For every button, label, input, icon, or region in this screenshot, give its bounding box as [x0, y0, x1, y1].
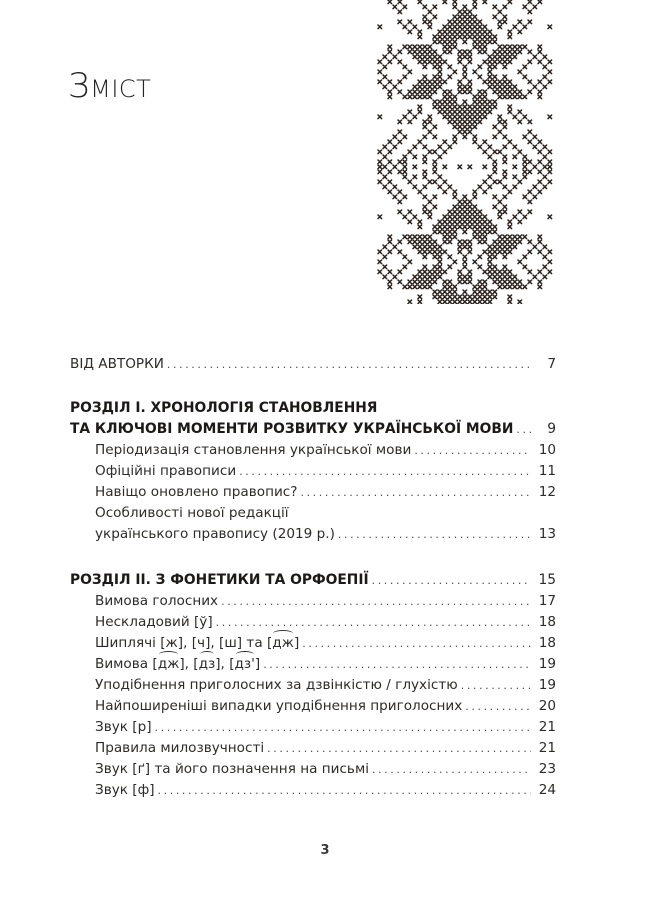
dot-leader: [300, 482, 531, 503]
ligature-arc: дз': [235, 654, 255, 675]
toc-entry[interactable]: [70, 482, 556, 503]
toc-entry[interactable]: [70, 780, 556, 801]
dot-leader: [155, 717, 531, 738]
toc-entry[interactable]: [70, 696, 556, 717]
toc-entry-label: РОЗДІЛ ІІ. З ФОНЕТИКИ ТА ОРФОЕПІЇ: [70, 572, 369, 588]
toc-page-number: 18: [538, 635, 556, 651]
toc-page-number: 21: [538, 740, 556, 756]
toc-entry-label: Звук [ґ] та його позначення на письмі: [95, 761, 369, 777]
dot-leader: [221, 591, 531, 612]
toc-page-number: 19: [538, 656, 556, 672]
toc-entry-section-1[interactable]: [70, 419, 556, 440]
toc-entry[interactable]: [70, 717, 556, 738]
ligature-arc: дз: [199, 654, 216, 675]
toc-entry-label: Звук [ф]: [95, 782, 155, 798]
dot-leader: [372, 759, 531, 780]
toc-entry-label: Вимова голосних: [95, 593, 219, 609]
toc-entry-label: Періодизація становлення української мови: [95, 442, 412, 458]
toc-entry-label: ВІД АВТОРКИ: [70, 356, 164, 372]
toc-entry[interactable]: [70, 461, 556, 482]
toc-page-number: 18: [538, 614, 556, 630]
toc-entry[interactable]: [70, 738, 556, 759]
dot-leader: [414, 440, 531, 461]
ligature-arc: дж: [272, 633, 294, 654]
toc-entry-label: українського правопису (2019 р.): [95, 526, 335, 542]
page-title: Зміст: [68, 66, 152, 106]
cross-stitch-embroidery-ornament-icon: [376, 0, 558, 304]
dot-leader: [239, 461, 531, 482]
dot-leader: [167, 354, 531, 375]
toc-entry-label: Нескладовий [ў]: [95, 614, 213, 630]
toc-page-number: 19: [538, 677, 556, 693]
toc-page-number: 24: [538, 782, 556, 798]
toc-page-number: 7: [547, 356, 556, 372]
toc-entry-label: Звук [р]: [95, 719, 152, 735]
toc-entry-section-2[interactable]: [70, 570, 556, 591]
toc-page-number: 11: [538, 463, 556, 479]
dot-leader: [267, 738, 531, 759]
toc-entry-label: Найпоширеніші випадки уподібнення приголосних: [95, 698, 463, 714]
toc-entry-label: ТА КЛЮЧОВІ МОМЕНТИ РОЗВИТКУ УКРАЇНСЬКОЇ МОВИ: [70, 421, 514, 437]
toc-entry[interactable]: [70, 591, 556, 612]
dot-leader: [465, 696, 531, 717]
toc-page-number: 17: [538, 593, 556, 609]
toc-entry-label: Правила милозвучності: [95, 740, 265, 756]
dot-leader: [372, 570, 531, 591]
toc-entry-label: Вимова [дж], [дз], [дз']: [95, 654, 260, 675]
dot-leader: [263, 654, 531, 675]
toc-page-number: 20: [538, 698, 556, 714]
toc-page-number: 9: [547, 421, 556, 437]
page-number: 3: [320, 843, 330, 858]
toc-entry-label: Уподібнення приголосних за дзвінкістю / глухістю: [95, 677, 458, 693]
toc-entry[interactable]: [70, 633, 556, 654]
dot-leader: [338, 524, 531, 545]
dot-leader: [516, 419, 531, 440]
section-1-title-line1: РОЗДІЛ І. ХРОНОЛОГІЯ СТАНОВЛЕННЯ: [70, 400, 378, 416]
toc-page-number: 12: [538, 484, 556, 500]
toc-page-number: 21: [538, 719, 556, 735]
toc-entry[interactable]: [70, 440, 556, 461]
dot-leader: [216, 612, 531, 633]
dot-leader: [158, 780, 531, 801]
toc-entry-label: Офіційні правописи: [95, 463, 237, 479]
toc-entry[interactable]: [70, 759, 556, 780]
dot-leader: [461, 675, 531, 696]
table-of-contents: [70, 354, 556, 801]
toc-page-number: 15: [538, 572, 556, 588]
toc-page-number: 10: [538, 442, 556, 458]
toc-page-number: 13: [538, 526, 556, 542]
toc-entry[interactable]: [70, 524, 556, 545]
toc-page-number: 23: [538, 761, 556, 777]
toc-entry[interactable]: [70, 612, 556, 633]
toc-entry-label: Шиплячі [ж], [ч], [ш] та [дж]: [95, 633, 299, 654]
toc-entry[interactable]: [70, 675, 556, 696]
toc-entry[interactable]: [70, 654, 556, 675]
toc-entry-intro[interactable]: [70, 354, 556, 375]
ligature-arc: дж: [158, 654, 180, 675]
toc-entry-label-line1: Особливості нової редакції: [95, 505, 289, 521]
toc-entry-label: Навіщо оновлено правопис?: [95, 484, 298, 500]
dot-leader: [302, 633, 531, 654]
